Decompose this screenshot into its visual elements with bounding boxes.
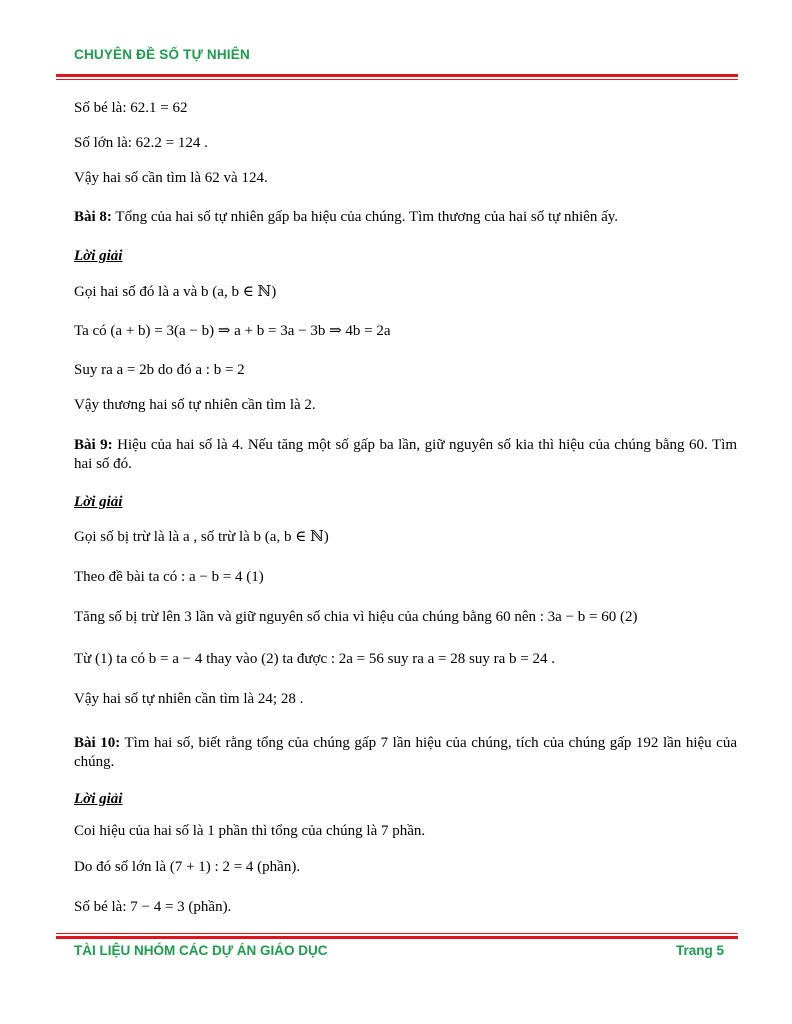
solution-heading: Lời giải — [74, 248, 123, 264]
exercise-text: Tìm hai số, biết rằng tổng của chúng gấp 7 lần hiệu của chúng, tích của chúng gấp 192 lần hiệu của chúng. — [74, 735, 737, 770]
text-line: Số bé là: 62.1 = 62 — [74, 100, 188, 116]
footer-title: TÀI LIỆU NHÓM CÁC DỰ ÁN GIÁO DỤC — [74, 943, 328, 958]
text-line: Từ (1) ta có b = a − 4 thay vào (2) ta được : 2a = 56 suy ra a = 28 suy ra b = 24 . — [74, 651, 555, 667]
exercise-text: Hiệu của hai số là 4. Nếu tăng một số gấp ba lần, giữ nguyên số kia thì hiệu của chúng bằng 60. Tìm hai số đó. — [74, 437, 737, 472]
text-line: Vậy hai số cần tìm là 62 và 124. — [74, 170, 268, 186]
text-line: Coi hiệu của hai số là 1 phần thì tổng của chúng là 7 phần. — [74, 823, 426, 839]
exercise-9 — [74, 436, 737, 474]
footer-rule-thin — [56, 933, 738, 934]
exercise-text: Tổng của hai số tự nhiên gấp ba hiệu của chúng. Tìm thương của hai số tự nhiên ấy. — [111, 209, 619, 225]
solution-heading: Lời giải — [74, 791, 123, 807]
text-line: Gọi số bị trừ là là a , số trừ là b (a, b ∈ ℕ) — [74, 529, 329, 545]
exercise-label: Bài 8: — [74, 209, 112, 225]
exercise-label: Bài 10: — [74, 735, 121, 751]
exercise-10 — [74, 734, 737, 772]
text-line: Vậy thương hai số tự nhiên cần tìm là 2. — [74, 397, 316, 413]
text-line: Ta có (a + b) = 3(a − b) ⇒ a + b = 3a − 3b ⇒ 4b = 2a — [74, 323, 391, 339]
text-line: Số lớn là: 62.2 = 124 . — [74, 135, 208, 151]
text-line: Theo đề bài ta có : a − b = 4 (1) — [74, 569, 264, 585]
exercise-8 — [74, 208, 737, 227]
solution-heading: Lời giải — [74, 494, 123, 510]
text-line: Gọi hai số đó là a và b (a, b ∈ ℕ) — [74, 284, 277, 300]
header-rule-thick — [56, 74, 738, 77]
text-line: Tăng số bị trừ lên 3 lần và giữ nguyên số chia vì hiệu của chúng bằng 60 nên : 3a − b = 60 (2) — [74, 609, 638, 625]
header-rule-thin — [56, 79, 738, 80]
header-title: CHUYÊN ĐỀ SỐ TỰ NHIÊN — [74, 47, 250, 62]
text-line: Suy ra a = 2b do đó a : b = 2 — [74, 362, 245, 378]
text-line: Do đó số lớn là (7 + 1) : 2 = 4 (phần). — [74, 859, 301, 875]
footer-rule-thick — [56, 936, 738, 939]
text-line: Vậy hai số tự nhiên cần tìm là 24; 28 . — [74, 691, 304, 707]
exercise-label: Bài 9: — [74, 437, 113, 453]
page-number: Trang 5 — [675, 943, 724, 958]
text-line: Số bé là: 7 − 4 = 3 (phần). — [74, 899, 232, 915]
